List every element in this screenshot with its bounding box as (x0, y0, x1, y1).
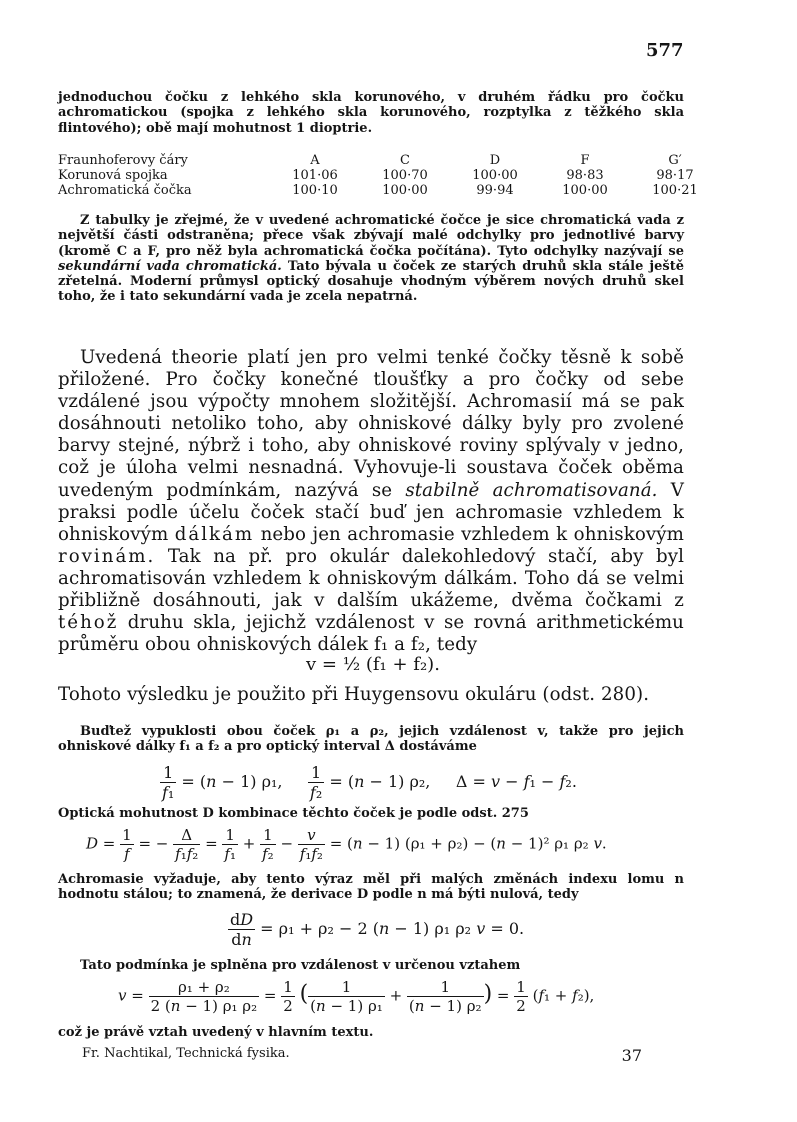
table-cell: 98·17 (656, 168, 694, 183)
equation-focal: $\frac{1}{\text{f₁}}$ = (n − 1) ρ₁, $\frac{1}{\text{f₂}}$ = (n − 1) ρ₂, Δ = v − f₁ − f₂. (162, 763, 577, 802)
paragraph-huygens: Tohoto výsledku je použito při Huygensovu okuláru (odst. 280). (58, 684, 650, 705)
table-row (58, 168, 720, 183)
table-cell: Achromatická čočka (58, 183, 192, 198)
equation-power: D = $\frac{1}{f}$ = − $\frac{\Delta}{\text{f₁f₂}}$ = $\frac{1}{\text{f₁}}$ + $\frac{1}{\text{f₂}}$ − $\frac{v}{\text{f₁f₂}}$ = (n − 1) (ρ₁ + ρ₂) − (n − 1)² ρ₁ ρ₂ v. (86, 826, 607, 863)
page-number: 577 (646, 40, 684, 61)
signature-number: 37 (621, 1046, 642, 1065)
page-footer (82, 1046, 642, 1065)
table-cell: 100·00 (382, 183, 428, 198)
table-header: F (580, 153, 590, 168)
table-cell: 100·10 (292, 183, 338, 198)
table-header: Fraunhoferovy čáry (58, 153, 188, 168)
paragraph-secondary-aberration: Z tabulky je zřejmé, že v uvedené achromatické čočce je sice chromatická vada z největší části odstraněna; přece však zbývají malé odchylky pro jednotlivé barvy (kromě C a F, pro něž byla achromatická čočka počítána). Tyto odchylky nazývají se sekundární vada chromatická. Tato bývala u čoček ze starých druhů skla stále ještě zřetelná. Moderní průmysl optický dosahuje vhodným výběrem nových druhů skel toho, že i tato sekundární vada je zcela nepatrná. (58, 213, 684, 305)
term-secondary-aberration: sekundární vada chromatická. (58, 258, 282, 274)
equation-derivative: $\frac{dD}{dn}$ = ρ₁ + ρ₂ − 2 (n − 1) ρ₁ ρ₂ v = 0. (230, 910, 525, 949)
table-header: D (489, 153, 501, 168)
paragraph-curvatures: Buďtež vypuklosti obou čoček ρ₁ a ρ₂, jejich vzdálenost v, takže pro jejich ohniskové dálky f₁ a f₂ a pro optický interval Δ dostáváme (58, 724, 684, 755)
paragraph-theory: Uvedená theorie platí jen pro velmi tenké čočky těsně k sobě přiložené. Pro čočky konečné tloušťky a pro čočky od sebe vzdálené jsou výpočty mnohem složitější. Achromasií má se pak dosáhnouti netoliko toho, aby ohniskové dálky byly pro zvolené barvy stejné, nýbrž i toho, aby ohniskové roviny splývaly v jedno, což je úloha velmi nesnadná. Vyhovuje-li soustava čoček oběma uvedeným podmínkám, nazývá se stabilně achromatisovaná. V praksi podle účelu čoček stačí buď jen achromasie vzhledem k ohniskovým dálkám nebo jen achromasie vzhledem k ohniskovým rovinám. Tak na př. pro okulár dalekohledový stačí, aby byl achromatisován vzhledem k ohniskovým dálkám. Toho dá se velmi přibližně dosáhnouti, jak v dalším ukážeme, dvěma čočkami z téhož druhu skla, jejichž vzdálenost v se rovná arithmetickému průměru obou ohniskových dálek f₁ a f₂, tedy (58, 347, 684, 656)
table-header: A (310, 153, 320, 168)
paragraph-optical-power: Optická mohutnost D kombinace těchto čoček je podle odst. 275 (58, 806, 529, 821)
paragraph-condition: Tato podmínka je splněna pro vzdálenost v určenou vztahem (80, 958, 521, 973)
table-cell: 101·06 (292, 168, 338, 183)
table-header-row (58, 153, 720, 168)
paragraph-conclusion: což je právě vztah uvedený v hlavním textu. (58, 1025, 374, 1040)
intro-paragraph: jednoduchou čočku z lehkého skla korunového, v druhém řádku pro čočku achromatickou (spojka z lehkého skla korunového, rozptylka z těžkého skla flintového); obě mají mohutnost 1 dioptrie. (58, 90, 684, 136)
table-cell: 98·83 (566, 168, 604, 183)
table-header: G′ (668, 153, 682, 168)
table-cell: 99·94 (476, 183, 514, 198)
table-cell: 100·70 (382, 168, 428, 183)
fraunhofer-table (58, 153, 720, 198)
paragraph-achromasia: Achromasie vyžaduje, aby tento výraz měl při malých změnách indexu lomu n hodnotu stálou; to znamená, že derivace D podle n má býti nulová, tedy (58, 872, 684, 903)
table-cell: 100·00 (562, 183, 608, 198)
footer-author-title: Fr. Nachtikal, Technická fysika. (82, 1046, 290, 1061)
table-cell: 100·21 (652, 183, 698, 198)
table-row (58, 183, 720, 198)
table-cell: 100·00 (472, 168, 518, 183)
table-cell: Korunová spojka (58, 168, 168, 183)
equation-v: v = ½ (f₁ + f₂). (306, 654, 440, 675)
equation-distance: v = $\frac{\text{ρ₁ + ρ₂}}{\text{2 (n − 1) ρ₁ ρ₂}}$ = $\frac{1}{2}$ ( $\frac{1}{\text{(n − 1) ρ₁}}$ + $\frac{1}{\text{(n − 1) ρ₂}}$ ) = $\frac{1}{2}$ (f₁ + f₂), (118, 978, 595, 1015)
term-stable-achromatic: stabilně achromatisovaná. (405, 479, 658, 501)
table-header: C (400, 153, 410, 168)
